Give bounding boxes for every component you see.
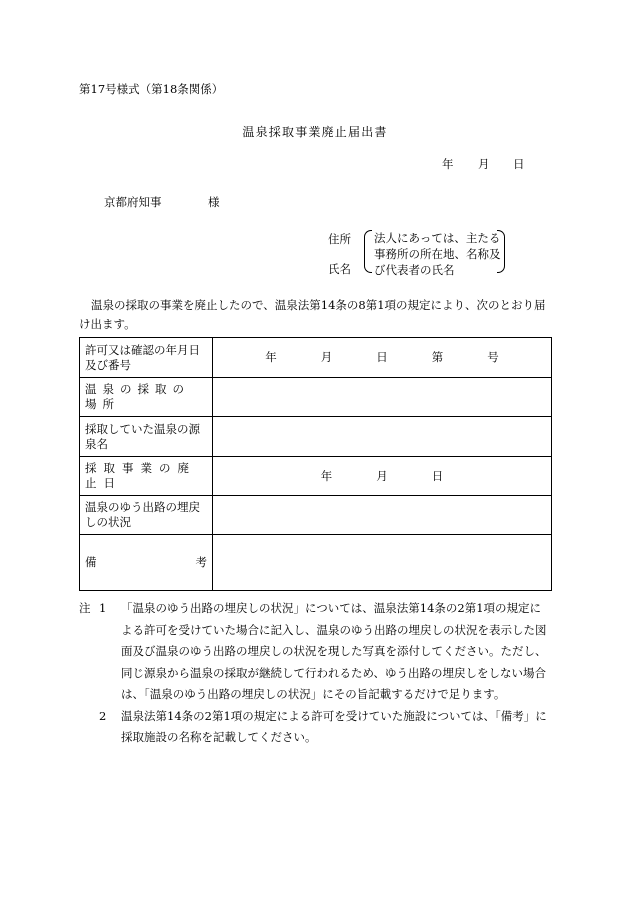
form-table	[79, 337, 552, 591]
footnote-text: 「温泉のゆう出路の埋戻しの状況」については、温泉法第14条の2第1項の規定による許可を受けていた場合に記入し、温泉のゆう出路の埋戻しの状況を表示した図面及び温泉のゆう出路の埋戻しの状況を現した写真を添付してください。ただし、同じ源泉から温泉の採取が継続して行われるため、ゆう出路の埋戻しをしない場合は、「温泉のゆう出路の埋戻しの状況」にその旨記載するだけで足ります。	[121, 601, 547, 701]
address-label: 住所	[328, 232, 351, 246]
remarks-field[interactable]	[213, 535, 552, 591]
backfill-status-field[interactable]	[213, 496, 552, 535]
row-label: 採取事業の廃止日	[85, 461, 196, 490]
number-suffix-label: 号	[487, 350, 499, 364]
date-month-label: 月	[478, 157, 490, 171]
applicant-note-line: 事務所の所在地、名称及	[374, 247, 501, 261]
applicant-note-line: 法人にあっては、主たる	[374, 231, 501, 245]
table-row	[80, 417, 552, 457]
footnotes	[79, 598, 551, 749]
number-prefix-label: 第	[431, 350, 444, 364]
row-label: 温泉の採取の場所	[85, 382, 190, 411]
footnote-heading: 注	[79, 601, 91, 615]
remarks-label-char: 考	[195, 555, 207, 569]
remarks-label-char: 備	[85, 555, 97, 569]
table-row	[80, 535, 552, 591]
form-number: 第17号様式（第18条関係）	[79, 82, 224, 96]
table-row	[80, 457, 552, 496]
row-label: 温泉のゆう出路の埋戻しの状況	[80, 496, 213, 535]
row-label-remarks	[85, 555, 207, 570]
table-row	[80, 378, 552, 417]
month-label: 月	[376, 468, 388, 483]
bracket-left	[364, 230, 372, 273]
table-row	[80, 338, 552, 378]
permit-date-number-field[interactable]	[213, 338, 552, 378]
table-row	[80, 496, 552, 535]
year-label: 年	[320, 468, 333, 483]
footnote-number: 2	[99, 708, 107, 723]
date-day-label: 日	[513, 157, 525, 171]
name-label: 氏名	[328, 262, 351, 276]
body-text: 温泉の採取の事業を廃止したので、温泉法第14条の8第1項の規定により、次のとおり届け出ます。	[79, 298, 546, 331]
day-label: 日	[431, 468, 444, 483]
year-label: 年	[265, 350, 277, 364]
row-label: 採取していた温泉の源泉名	[80, 417, 213, 457]
row-label: 許可又は確認の年月日及び番号	[80, 338, 213, 378]
date-year-label: 年	[442, 157, 454, 171]
day-label: 日	[376, 350, 388, 364]
footnote-item	[79, 706, 551, 749]
document-title: 温泉採取事業廃止届出書	[242, 125, 388, 139]
footnote-text: 温泉法第14条の2第1項の規定による許可を受けていた施設については、「備考」に採取施設の名称を記載してください。	[121, 708, 547, 744]
collection-location-field[interactable]	[213, 378, 552, 417]
addressee-honorific: 様	[208, 195, 220, 209]
footnote-item	[79, 598, 551, 706]
addressee-name: 京都府知事	[104, 195, 162, 209]
month-label: 月	[320, 350, 333, 364]
abolition-date-field[interactable]	[213, 457, 552, 496]
applicant-note-line: び代表者の氏名	[374, 263, 455, 277]
source-name-field[interactable]	[213, 417, 552, 457]
footnote-number: 1	[99, 601, 107, 615]
